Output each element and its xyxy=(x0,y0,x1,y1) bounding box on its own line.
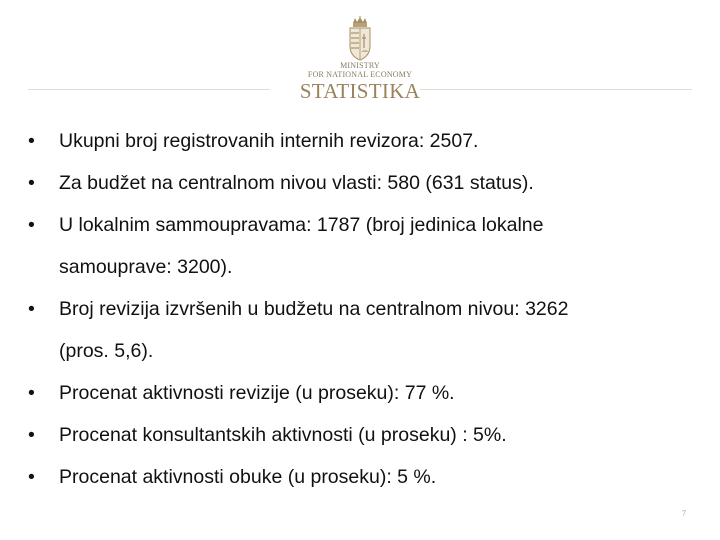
ministry-name-line2: FOR NATIONAL ECONOMY xyxy=(307,70,413,79)
ministry-name-line1: MINISTRY xyxy=(340,61,380,70)
bullet-list xyxy=(28,120,698,498)
slide-header xyxy=(0,0,720,103)
bullet-text: Broj revizija izvršenih u budžetu na centralnom nivou: 3262 xyxy=(59,298,569,320)
bullet-item xyxy=(28,456,698,498)
bullet-dot: • xyxy=(28,424,35,446)
bullet-item xyxy=(28,414,698,456)
bullet-dot: • xyxy=(28,382,35,404)
bullet-item xyxy=(28,162,698,204)
bullet-dot: • xyxy=(28,298,35,320)
bullet-item xyxy=(28,288,698,330)
bullet-text: Procenat aktivnosti obuke (u proseku): 5 %. xyxy=(59,466,437,488)
bullet-dot: • xyxy=(28,214,35,236)
bullet-continuation: (pros. 5,6). xyxy=(59,340,154,362)
bullet-dot: • xyxy=(28,172,35,194)
bullet-text: Procenat konsultantskih aktivnosti (u proseku) : 5%. xyxy=(59,424,507,446)
bullet-text: Procenat aktivnosti revizije (u proseku): 77 %. xyxy=(59,382,455,404)
bullet-dot: • xyxy=(28,466,35,488)
coat-of-arms-icon xyxy=(344,16,376,62)
bullet-item xyxy=(28,204,698,246)
header-divider-right xyxy=(420,89,692,90)
page-number: 7 xyxy=(682,509,686,518)
bullet-text: Ukupni broj registrovanih internih revizora: 2507. xyxy=(59,130,479,152)
bullet-text: U lokalnim sammoupravama: 1787 (broj jedinica lokalne xyxy=(59,214,544,236)
bullet-text: Za budžet na centralnom nivou vlasti: 580 (631 status). xyxy=(59,172,534,194)
bullet-dot: • xyxy=(28,130,35,152)
bullet-item xyxy=(28,120,698,162)
slide-title: STATISTIKA xyxy=(299,79,421,103)
bullet-continuation: samouprave: 3200). xyxy=(59,256,233,278)
bullet-item xyxy=(28,372,698,414)
